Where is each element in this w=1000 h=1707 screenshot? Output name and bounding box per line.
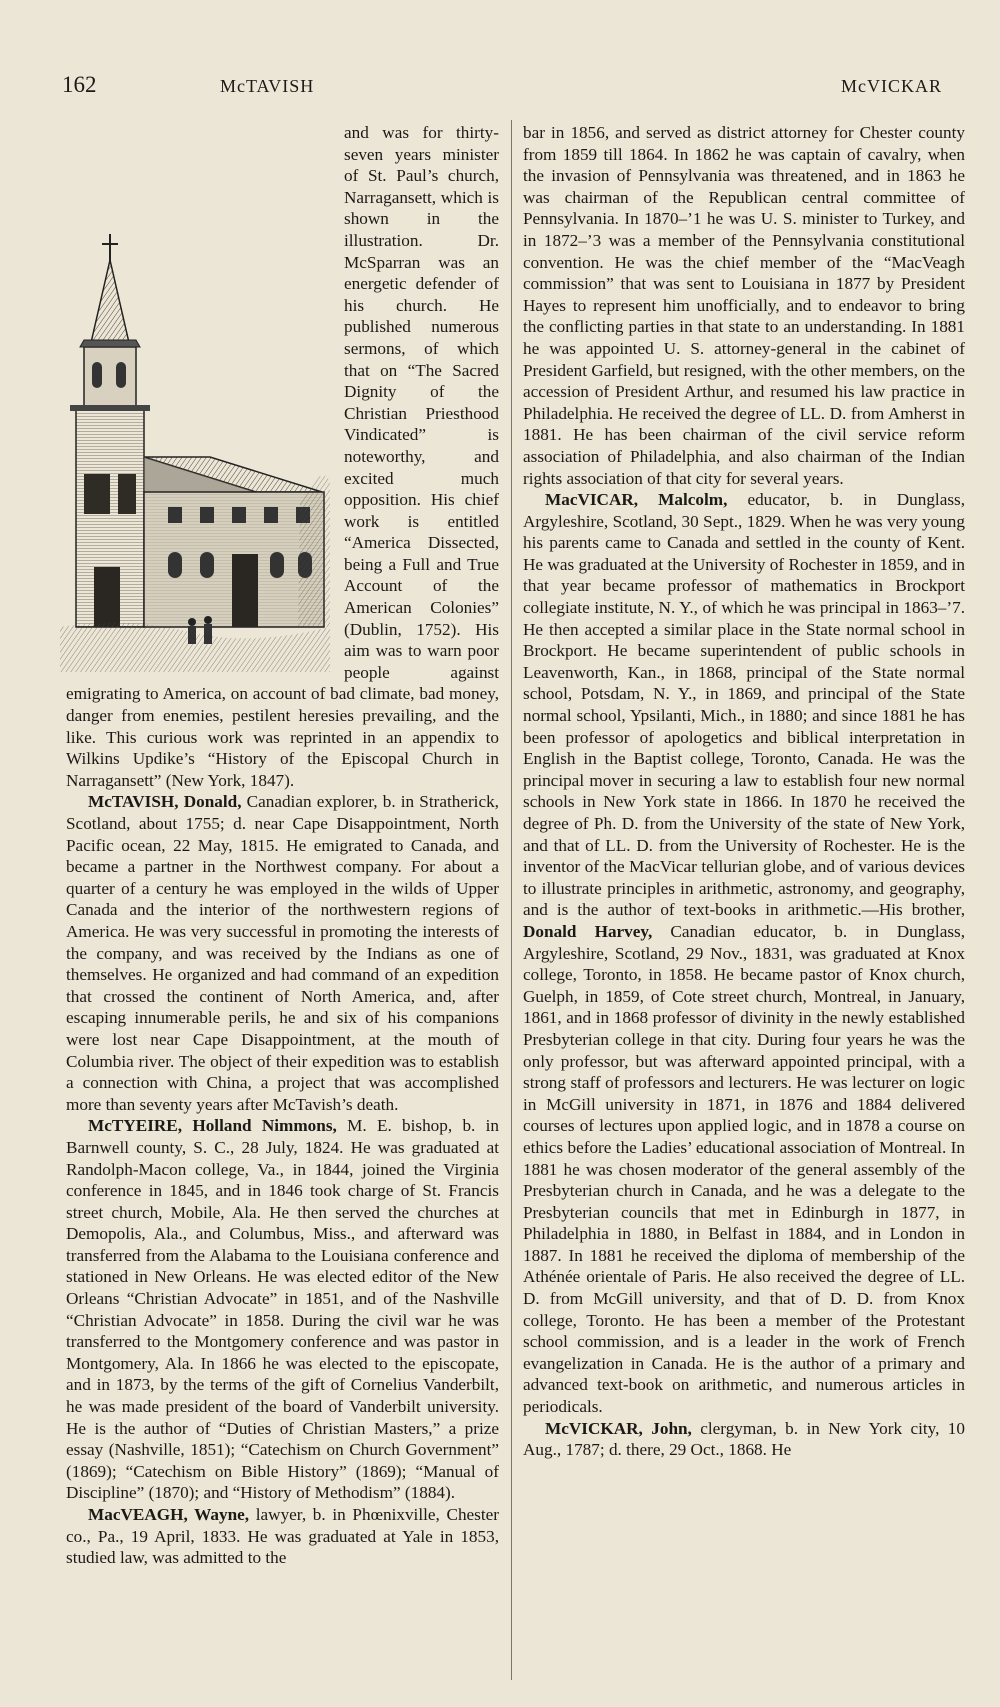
page-number: 162: [62, 72, 97, 97]
church-engraving-icon: [60, 122, 330, 672]
running-head-right: McVICKAR: [841, 76, 942, 96]
continued-entry-text: and was for thirty-seven years minister of St. Paul’s church, Narragansett, which is shown in the illustration. Dr. McSparran was an energetic defender of his church. He published numerous sermons, of which that on “The Sacred Dignity of the Christian Priesthood Vindicated” is noteworthy, and excited much opposition. His chief work is entitled “America Dissected, being a Full and True Account of the American Colonies” (Dublin, 1752). His aim was to warn poor people against emigrating to America, on account of bad climate, bad money, danger from enemies, pestilent heresies prevailing, and the like. This curious work was reprinted in an appendix to Wilkins Updike’s “History of the Episcopal Church in Narragansett” (New York, 1847).: [66, 123, 499, 790]
entry-headword: McVICKAR, John,: [545, 1418, 692, 1438]
entry-mctyeire: [66, 1115, 499, 1504]
left-column: [66, 122, 499, 1569]
entry-headword: McTAVISH, Donald,: [88, 792, 242, 812]
entry-headword: McTYEIRE, Holland Nimmons,: [88, 1116, 337, 1136]
entry-text: lawyer, b. in Phœnixville, Chester co., Pa., 19 April, 1833. He was graduated at Yale in 1853, studied law, was admitted to the: [66, 1505, 499, 1568]
entry-headword: MacVICAR, Malcolm,: [545, 490, 728, 510]
running-head: [62, 72, 942, 102]
entry-sub-text: Canadian educator, b. in Dunglass, Argyleshire, Scotland, 29 Nov., 1831, was graduated at Knox college, Toronto, in 1858. He became pastor of Knox church, Guelph, in 1859, of Cote street church, Montreal, in January, 1861, and in 1868 professor of divinity in the newly established Presbyterian college in that city. During four years he was the only professor, but was afterward appointed principal, with a strong staff of professors and lecturers. He was lecturer on logic in McGill university in 1871, in 1876 and 1884 delivered courses of lectures upon applied logic, and in 1878 a course on ethics before the Ladies’ educational association of Montreal. In 1881 he was chosen moderator of the general assembly of the Presbyterian church in Canada, and he was a delegate to the Presbyterian councils that met in Edinburgh in 1877, in Philadelphia in 1880, in Belfast in 1884, and in London in 1887. In 1881 he received the diploma of membership of the Athénée orientale of Paris. He also received the degree of LL. D. from McGill university, and that of D. D. from Knox college, Toronto. He has been a member of the Protestant school commission, and is a leader in the work of French evangelization in Canada. He is the author of a primary and advanced text-book on arithmetic, and numerous articles in periodicals.: [523, 921, 965, 1417]
entry-sub-headword: Donald Harvey,: [523, 921, 653, 941]
entry-text: M. E. bishop, b. in Barnwell county, S. C., 28 July, 1824. He was graduated at Randolph-Macon college, Va., in 1844, joined the Virginia conference in 1845, and in 1846 took charge of St. Francis street church, Mobile, Ala. He then served the churches at Demopolis, Ala., and Columbus, Miss., and afterward was transferred from the Alabama to the Louisiana conference and stationed in New Orleans. He was elected editor of the New Orleans “Christian Advocate” in 1851, and of the Nashville “Christian Advocate” in 1858. During the civil war he was transferred to the Montgomery conference and was pastor in Montgomery, Ala. In 1866 he was elected to the episcopate, and in 1873, by the terms of the gift of Cornelius Vanderbilt, he was made president of the board of Vanderbilt university. He is the author of “Duties of Christian Masters,” a prize essay (Nashville, 1851); “Catechism on Church Government” (1869); “Catechism on Bible History” (1869); “Manual of Discipline” (1870); and “History of Methodism” (1884).: [66, 1116, 499, 1503]
entry-text: educator, b. in Dunglass, Argyleshire, Scotland, 30 Sept., 1829. When he was very young his parents came to Canada and settled in the county of Kent. He was graduated at the University of Rochester in 1859, and in that year became professor of mathematics in Brockport collegiate institute, N. Y., of which he was principal in 1863–’7. He then accepted a similar place in the State normal school in Brockport. He became superintendent of public schools in Leavenworth, Kan., in 1868, principal of the State normal school, Potsdam, N. Y., in 1869, and principal of the State normal school, Ypsilanti, Mich., in 1880; and since 1881 he has been professor of apologetics and biblical interpretation in English in the Baptist college, Toronto, Canada. He was the principal mover in securing a law to establish four new normal schools in New York state in 1866. In 1870 he received the degree of Ph. D. from the University of the state of New York, and that of LL. D. from the University of Rochester. He is the inventor of the MacVicar tellurian globe, and of various devices to illustrate principles in arithmetic, astronomy, and geography, and is the author of text-books in arithmetic.—His brother,: [523, 490, 965, 920]
entry-mctavish: [66, 791, 499, 1115]
entry-headword: MacVEAGH, Wayne,: [88, 1505, 250, 1524]
entry-macveagh: [66, 1504, 499, 1569]
column-divider: [511, 120, 512, 1680]
right-column: [523, 122, 965, 1461]
entry-macvicar: [523, 489, 965, 1418]
entry-text: clergyman, b. in New York city, 10 Aug., 1787; d. there, 29 Oct., 1868. He: [523, 1418, 965, 1460]
entry-text: Canadian explorer, b. in Stratherick, Scotland, about 1755; d. near Cape Disappointment, North Pacific ocean, 22 May, 1815. He emigrated to Canada, and became a partner in the Northwest company. For about a quarter of a century he was employed in the wilds of Upper Canada and the interior of the northwestern regions of America. He was very successful in promoting the interests of the company, and was received by the Indians as one of themselves. He organized and had command of an expedition that crossed the continent of North America, and, after escaping innumerable perils, he and six of his companions were lost near Cape Disappointment, at the mouth of Columbia river. The object of their expedition was to establish a connection with China, a project that was accomplished more than seventy years after McTavish’s death.: [66, 792, 499, 1114]
running-head-left: McTAVISH: [220, 76, 315, 96]
continued-entry-text: bar in 1856, and served as district attorney for Chester county from 1859 till 1864. In 1862 he was captain of cavalry, when the invasion of Pennsylvania was threatened, and in 1863 he was chairman of the Republican central committee of Pennsylvania. In 1870–’1 he was U. S. minister to Turkey, and in 1872–’3 was a member of the Pennsylvania constitutional convention. He was the chief member of the “MacVeagh commission” that was sent to Louisiana in 1877 by President Hayes to represent him unofficially, and to endeavor to bring the conflicting parties in that state to an understanding. In 1881 he was appointed U. S. attorney-general in the cabinet of President Garfield, but resigned, with the other members, on the accession of President Arthur, and resumed his law practice in Philadelphia. He received the degree of LL. D. from Amherst in 1881. He has been chairman of the civil service reform association of Philadelphia, and also chairman of the Indian rights association of that city for several years.: [523, 123, 965, 488]
entry-mcvickar: [523, 1418, 965, 1461]
